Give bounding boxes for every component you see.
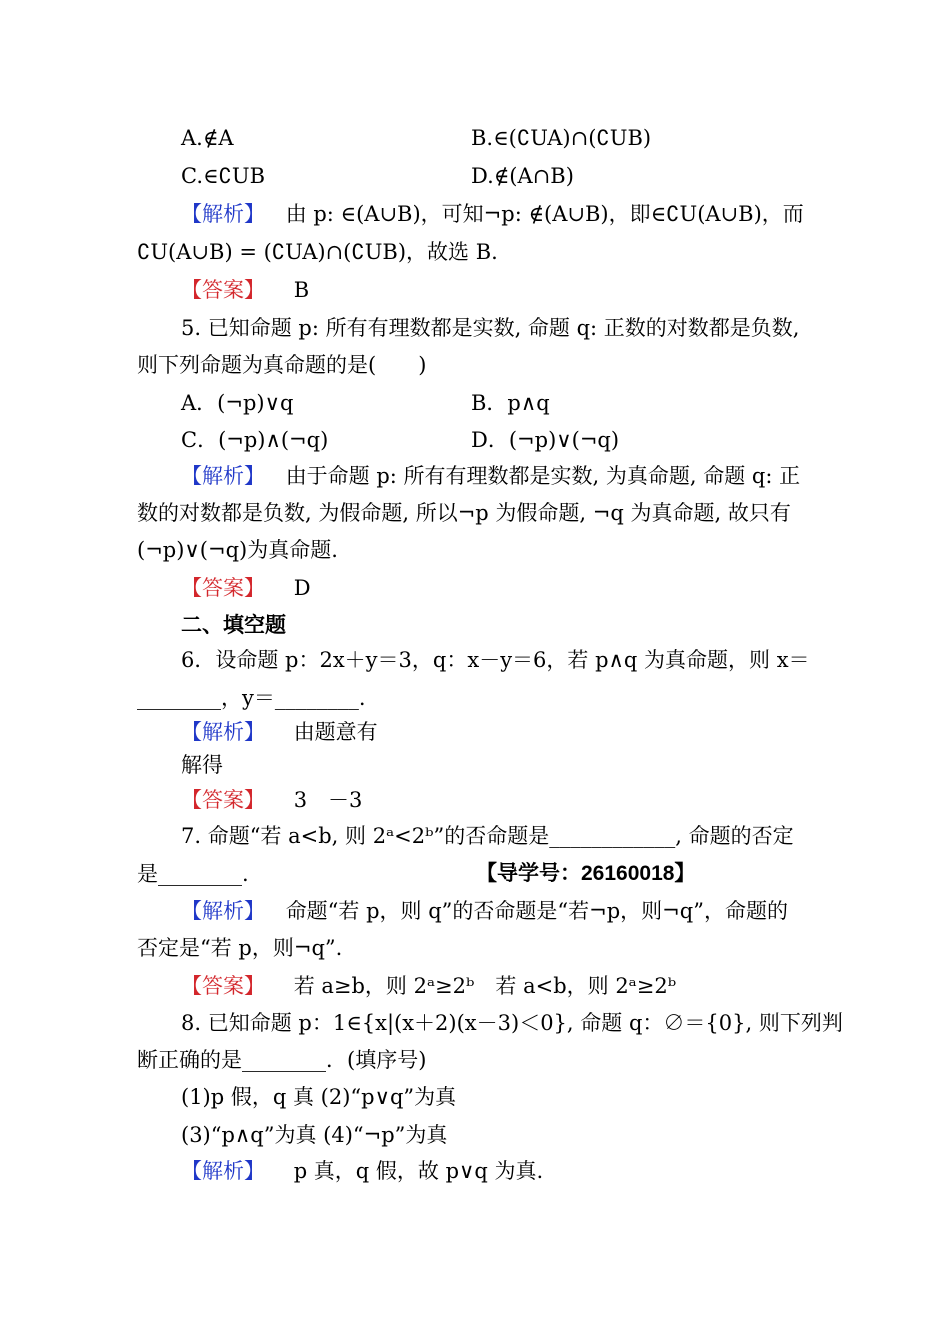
q7-stem-line1: 7. 命题“若 a<b, 则 2ᵃ<2ᵇ”的否命题是____________, 命题的否定 xyxy=(181,824,794,848)
q7-answer xyxy=(181,972,676,1000)
q4-option-d: D.∉(A∩B) xyxy=(471,164,574,188)
answer-label: 【答案】 xyxy=(181,576,265,600)
q5-option-b: B．p∧q xyxy=(471,391,550,415)
q5-option-c: C．(¬p)∧(¬q) xyxy=(181,428,329,452)
q4-answer-value: B xyxy=(293,278,310,302)
q5-option-a: A．(¬p)∨q xyxy=(181,391,294,415)
q5-stem-line2: 则下列命题为真命题的是( ) xyxy=(137,353,427,377)
q4-option-c: C.∈∁UB xyxy=(181,164,266,188)
q8-analysis xyxy=(181,1157,543,1185)
q7-analysis-line2: 否定是“若 p，则¬q”. xyxy=(137,936,343,960)
q5-answer xyxy=(181,574,311,602)
q8-options-line1: (1)p 假，q 真 (2)“p∨q”为真 xyxy=(181,1085,457,1109)
q5-analysis-line3: (¬p)∨(¬q)为真命题. xyxy=(137,538,338,562)
analysis-label: 【解析】 xyxy=(181,720,265,744)
q5-stem-line1: 5. 已知命题 p: 所有有理数都是实数, 命题 q: 正数的对数都是负数, xyxy=(181,316,800,340)
answer-label: 【答案】 xyxy=(181,788,265,812)
q7-analysis-line1: 命题“若 p，则 q”的否命题是“若¬p，则¬q”，命题的 xyxy=(285,899,788,923)
q6-answer-value: 3 －3 xyxy=(293,788,363,812)
q7-reference-number: 【导学号：26160018】 xyxy=(476,862,696,885)
q4-analysis-line2: ∁U(A∪B) = (∁UA)∩(∁UB)，故选 B. xyxy=(137,240,498,264)
analysis-label: 【解析】 xyxy=(181,1159,265,1183)
q8-analysis-text: p 真，q 假，故 p∨q 为真. xyxy=(293,1159,544,1183)
q6-answer xyxy=(181,786,362,814)
q4-analysis xyxy=(181,200,804,228)
q5-answer-value: D xyxy=(293,576,311,600)
q6-stem-line1: 6．设命题 p：2x＋y＝3，q：x－y＝6，若 p∧q 为真命题，则 x＝ xyxy=(181,648,810,672)
section-title: 二、填空题 xyxy=(181,613,286,637)
q6-solve: 解得 xyxy=(181,753,223,777)
q6-analysis-text: 由题意有 xyxy=(293,720,378,744)
q7-stem-line2: 是________. xyxy=(137,862,249,886)
q5-analysis-line2: 数的对数都是负数, 为假命题, 所以¬p 为假命题, ¬q 为真命题, 故只有 xyxy=(137,501,791,525)
q7-analysis xyxy=(181,897,788,925)
q6-stem-line2: ________，y＝________. xyxy=(137,686,366,710)
answer-label: 【答案】 xyxy=(181,974,265,998)
q5-analysis-line1: 由于命题 p: 所有有理数都是实数, 为真命题, 命题 q: 正 xyxy=(285,464,801,488)
analysis-label: 【解析】 xyxy=(181,464,265,488)
q4-option-a: A.∉A xyxy=(181,126,234,150)
q6-analysis xyxy=(181,718,378,746)
q8-stem-line1: 8. 已知命题 p：1∈{x|(x＋2)(x－3)＜0}, 命题 q：∅＝{0}, 则下列判 xyxy=(181,1011,843,1035)
q5-option-d: D．(¬p)∨(¬q) xyxy=(471,428,620,452)
q8-options-line2: (3)“p∧q”为真 (4)“¬p”为真 xyxy=(181,1123,448,1147)
q4-answer xyxy=(181,276,309,304)
q7-answer-value: 若 a≥b，则 2ᵃ≥2ᵇ 若 a<b，则 2ᵃ≥2ᵇ xyxy=(293,974,677,998)
analysis-label: 【解析】 xyxy=(181,202,265,226)
q4-analysis-line1: 由 p: ∈(A∪B)，可知¬p: ∉(A∪B)，即∈∁U(A∪B)，而 xyxy=(285,202,804,226)
q5-analysis xyxy=(181,462,800,490)
answer-label: 【答案】 xyxy=(181,278,265,302)
q8-stem-line2: 断正确的是________．(填序号) xyxy=(137,1048,427,1072)
analysis-label: 【解析】 xyxy=(181,899,265,923)
q4-option-b: B.∈(∁UA)∩(∁UB) xyxy=(471,126,652,150)
